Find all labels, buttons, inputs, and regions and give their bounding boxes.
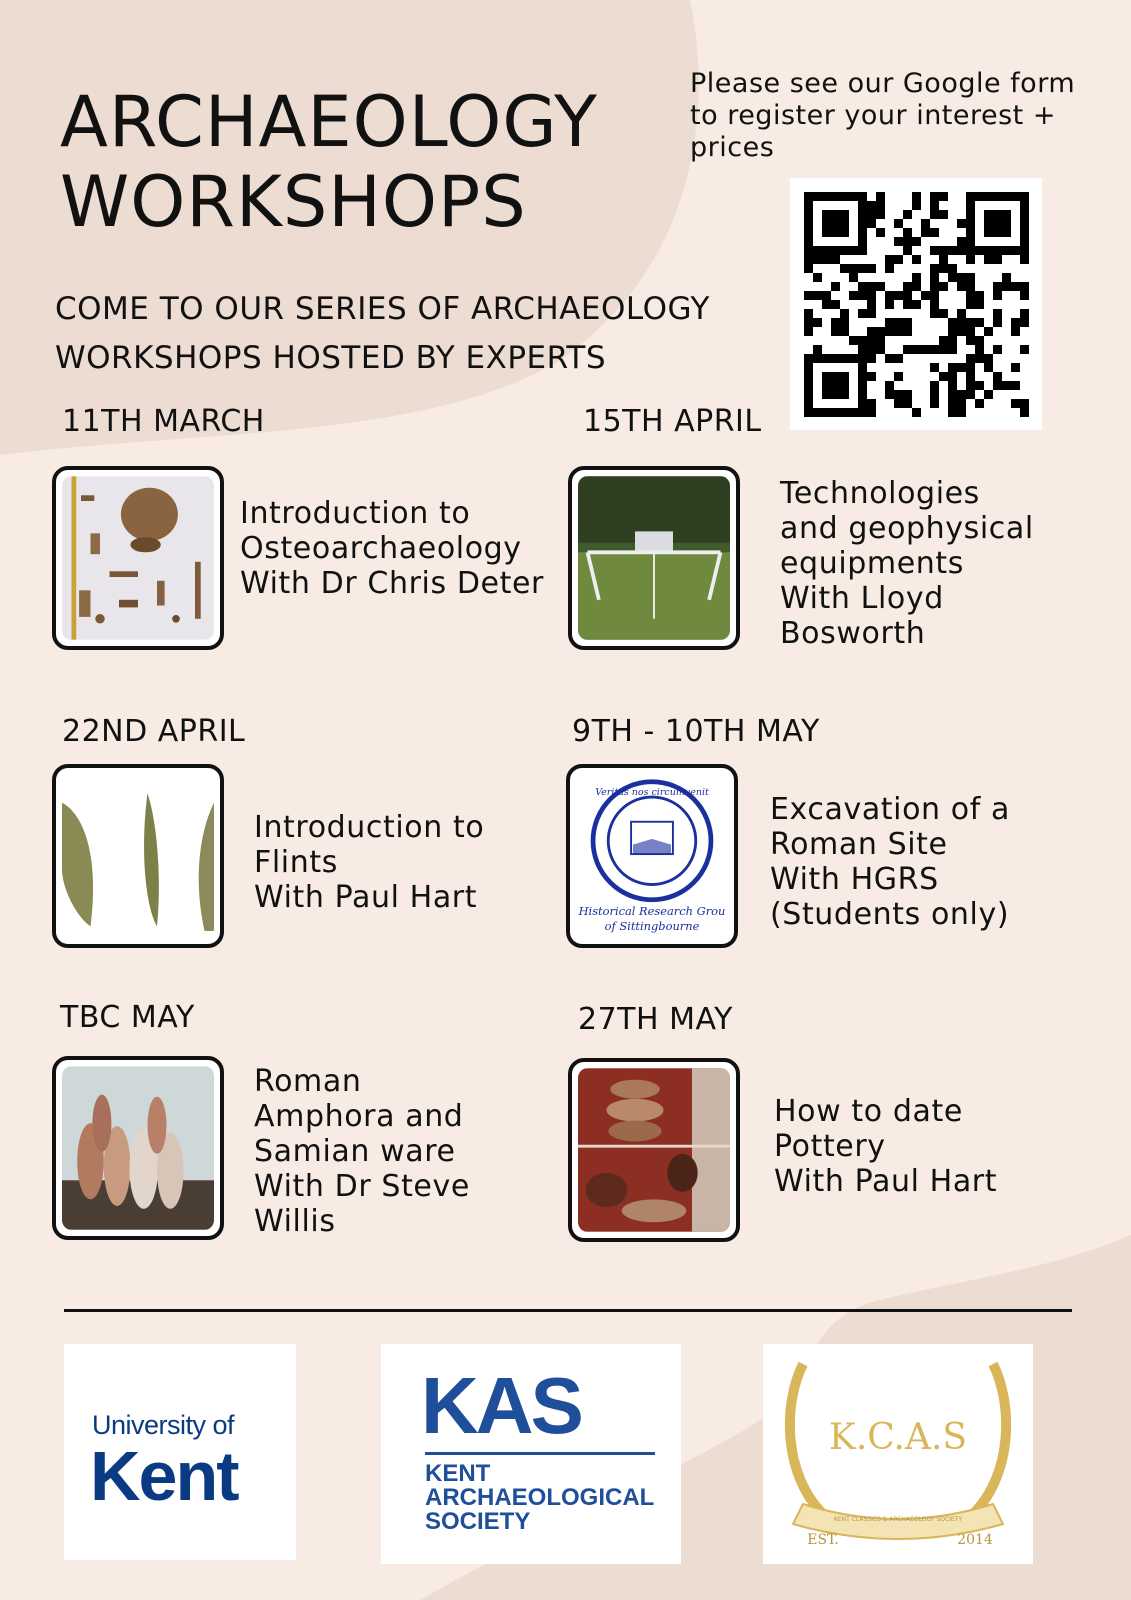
pottery-photo [578, 1068, 730, 1232]
workshop-4-line-2: Roman Site [770, 827, 948, 862]
workshop-3-date: 22ND APRIL [62, 714, 246, 749]
amphora-photo [62, 1066, 214, 1230]
workshop-5-date: TBC MAY [60, 1000, 195, 1035]
workshop-3-description [254, 810, 484, 915]
kas-logo-line-1: KENT [425, 1460, 491, 1487]
kent-logo-line-2: Kent [90, 1437, 238, 1515]
flint-tools-photo [62, 774, 214, 938]
hgrs-logo-line-2: of Sittingbourne [604, 919, 700, 934]
workshop-4-line-3: With HGRS [770, 862, 939, 897]
google-form-note: Please see our Google form to register your interest + prices [690, 68, 1076, 163]
subtitle [55, 285, 710, 383]
divider [64, 1309, 1072, 1312]
kas-logo-line-3: SOCIETY [425, 1508, 531, 1535]
qr-code-icon[interactable] [790, 178, 1042, 430]
workshop-5-description [254, 1064, 470, 1239]
workshop-4-description [770, 792, 1010, 932]
workshop-1-line-3: With Dr Chris Deter [240, 566, 544, 601]
workshop-3-line-1: Introduction to [254, 810, 485, 845]
workshop-5-line-4: With Dr Steve [254, 1169, 470, 1204]
workshop-3-image [52, 764, 224, 948]
workshop-6-description [774, 1094, 997, 1199]
workshop-4-date: 9TH - 10TH MAY [572, 714, 820, 749]
workshop-5-line-2: Amphora and [254, 1099, 464, 1134]
geophysics-equipment-photo [578, 476, 730, 640]
workshop-1-line-2: Osteoarchaeology [240, 531, 522, 566]
subtitle-line-1: COME TO OUR SERIES OF ARCHAEOLOGY [55, 291, 710, 327]
kas-logo-letters: KAS [421, 1361, 581, 1450]
kcas-logo[interactable] [763, 1344, 1033, 1564]
hgrs-logo-motto: Veritas nos circumvenit [595, 787, 709, 799]
workshop-1-line-1: Introduction to [240, 496, 471, 531]
kcas-logo-ribbon: KENT CLASSICS & ARCHAEOLOGY SOCIETY [833, 1516, 963, 1523]
title-line-2: WORKSHOPS [60, 161, 527, 243]
workshop-6-line-3: With Paul Hart [774, 1164, 998, 1199]
workshop-2-line-2: and geophysical [780, 511, 1034, 546]
workshop-1-image [52, 466, 224, 650]
kcas-logo-name: K.C.A.S [828, 1417, 968, 1458]
workshop-2-line-3: equipments [780, 546, 964, 581]
workshop-5-line-5: Willis [254, 1204, 336, 1239]
workshop-5-line-3: Samian ware [254, 1134, 456, 1169]
kas-logo[interactable] [381, 1344, 681, 1564]
workshop-6-image [568, 1058, 740, 1242]
kent-logo-line-1: University of [92, 1410, 235, 1440]
workshop-5-line-1: Roman [254, 1064, 362, 1099]
skeleton-remains-photo [62, 476, 214, 640]
kas-logo-line-2: ARCHAEOLOGICAL [425, 1484, 655, 1511]
workshop-6-line-1: How to date [774, 1094, 963, 1129]
kcas-logo-est: EST. [807, 1532, 839, 1548]
workshop-6-date: 27TH MAY [578, 1002, 733, 1037]
kas-logo-text [425, 1462, 654, 1534]
workshop-4-line-4: (Students only) [770, 897, 1010, 932]
title-line-1: ARCHAEOLOGY [60, 81, 598, 163]
workshop-4-image [566, 764, 738, 948]
workshop-1-description [240, 496, 544, 601]
workshop-6-line-2: Pottery [774, 1129, 886, 1164]
workshop-1-date: 11TH MARCH [62, 404, 265, 439]
university-of-kent-logo[interactable] [64, 1344, 296, 1560]
hgrs-logo [574, 772, 730, 940]
workshop-2-line-4: With Lloyd [780, 581, 944, 616]
kcas-logo-year: 2014 [957, 1532, 993, 1548]
workshop-2-image [568, 466, 740, 650]
hgrs-logo-line-1: Historical Research Grou [578, 903, 726, 918]
workshop-2-line-5: Bosworth [780, 616, 926, 651]
page-title [60, 82, 598, 242]
workshop-2-line-1: Technologies [780, 476, 980, 511]
workshop-5-image [52, 1056, 224, 1240]
kas-logo-rule [425, 1452, 655, 1455]
workshop-2-description [780, 476, 1034, 651]
workshop-3-line-2: Flints [254, 845, 338, 880]
workshop-2-date: 15TH APRIL [583, 404, 762, 439]
workshop-3-line-3: With Paul Hart [254, 880, 478, 915]
subtitle-line-2: WORKSHOPS HOSTED BY EXPERTS [55, 340, 607, 376]
workshop-4-line-1: Excavation of a [770, 792, 1011, 827]
